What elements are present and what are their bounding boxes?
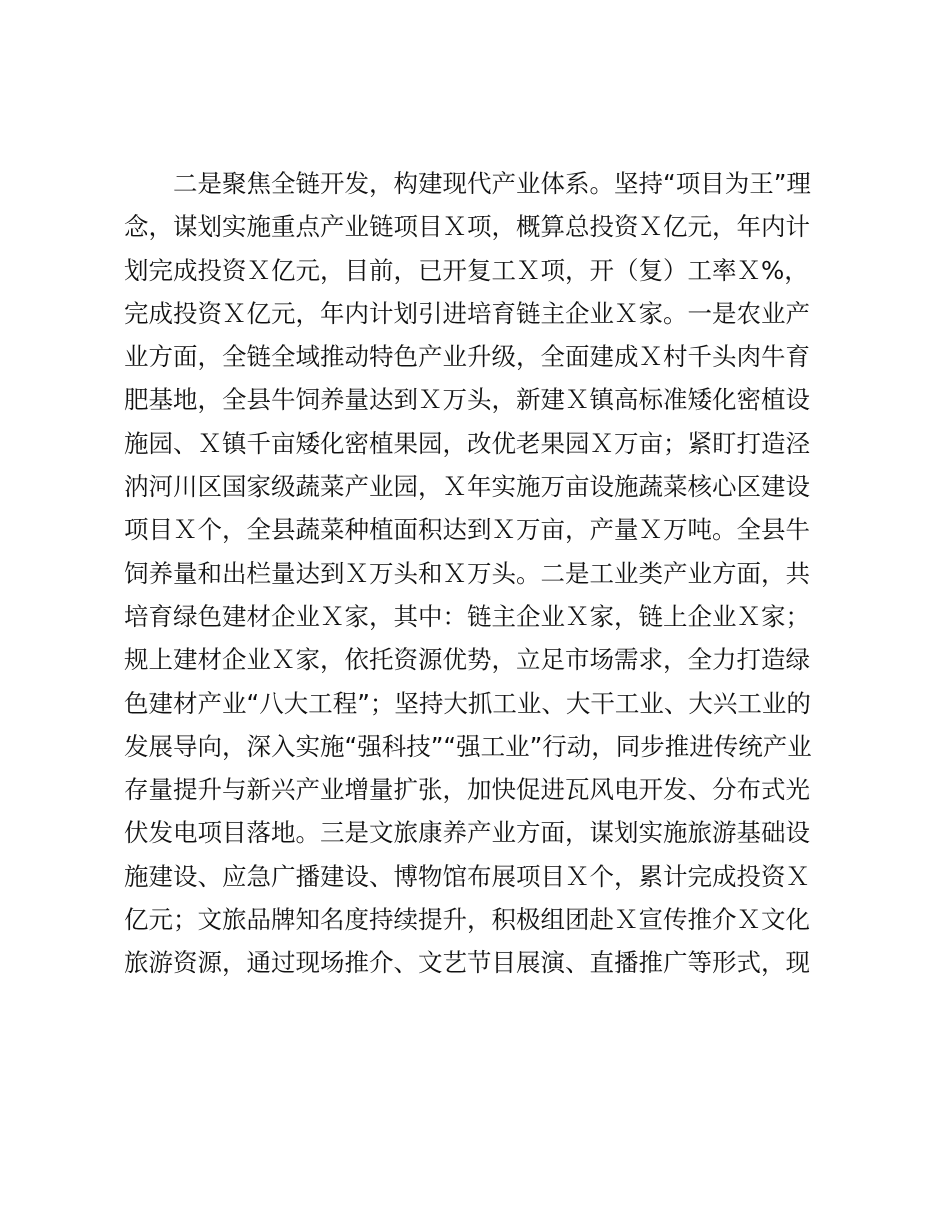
- paragraph-line: 饲养量和出栏量达到Ｘ万头和Ｘ万头。二是工业类产业方面，共: [124, 558, 810, 588]
- paragraph-line: 施园、Ｘ镇千亩矮化密植果园，改优老果园Ｘ万亩；紧盯打造泾: [124, 428, 810, 458]
- paragraph-line: 完成投资Ｘ亿元，年内计划引进培育链主企业Ｘ家。一是农业产: [124, 298, 810, 328]
- paragraph-line: 汭河川区国家级蔬菜产业园，Ｘ年实施万亩设施蔬菜核心区建设: [124, 472, 810, 502]
- paragraph-line: 伏发电项目落地。三是文旅康养产业方面，谋划实施旅游基础设: [124, 818, 810, 848]
- paragraph-line: 亿元；文旅品牌知名度持续提升，积极组团赴Ｘ宣传推介Ｘ文化: [124, 905, 810, 935]
- paragraph-line: 肥基地，全县牛饲养量达到Ｘ万头，新建Ｘ镇高标准矮化密植设: [124, 385, 810, 415]
- paragraph-line: 划完成投资Ｘ亿元，目前，已开复工Ｘ项，开（复）工率Ｘ%，: [124, 255, 809, 285]
- paragraph-line: 存量提升与新兴产业增量扩张，加快促进瓦风电开发、分布式光: [124, 775, 810, 805]
- paragraph-line: 发展导向，深入实施“强科技”“强工业”行动，同步推进传统产业: [124, 731, 812, 761]
- paragraph-line: 念，谋划实施重点产业链项目Ｘ项，概算总投资Ｘ亿元，年内计: [124, 212, 810, 242]
- paragraph-line: 培育绿色建材企业Ｘ家，其中：链主企业Ｘ家，链上企业Ｘ家；: [124, 601, 810, 631]
- paragraph-line: 业方面，全链全域推动特色产业升级，全面建成Ｘ村千头肉牛育: [124, 342, 810, 372]
- paragraph-line: 旅游资源，通过现场推介、文艺节目展演、直播推广等形式，现: [124, 948, 810, 978]
- paragraph-line: 色建材产业“八大工程”；坚持大抓工业、大干工业、大兴工业的: [124, 688, 811, 718]
- paragraph-line: 二是聚焦全链开发，构建现代产业体系。坚持“项目为王”理: [173, 169, 811, 198]
- paragraph-line: 施建设、应急广播建设、博物馆布展项目Ｘ个，累计完成投资Ｘ: [124, 861, 810, 891]
- body-paragraph: [124, 162, 812, 985]
- paragraph-line: 规上建材企业Ｘ家，依托资源优势，立足市场需求，全力打造绿: [124, 645, 810, 675]
- paragraph-line: 项目Ｘ个，全县蔬菜种植面积达到Ｘ万亩，产量Ｘ万吨。全县牛: [124, 515, 810, 545]
